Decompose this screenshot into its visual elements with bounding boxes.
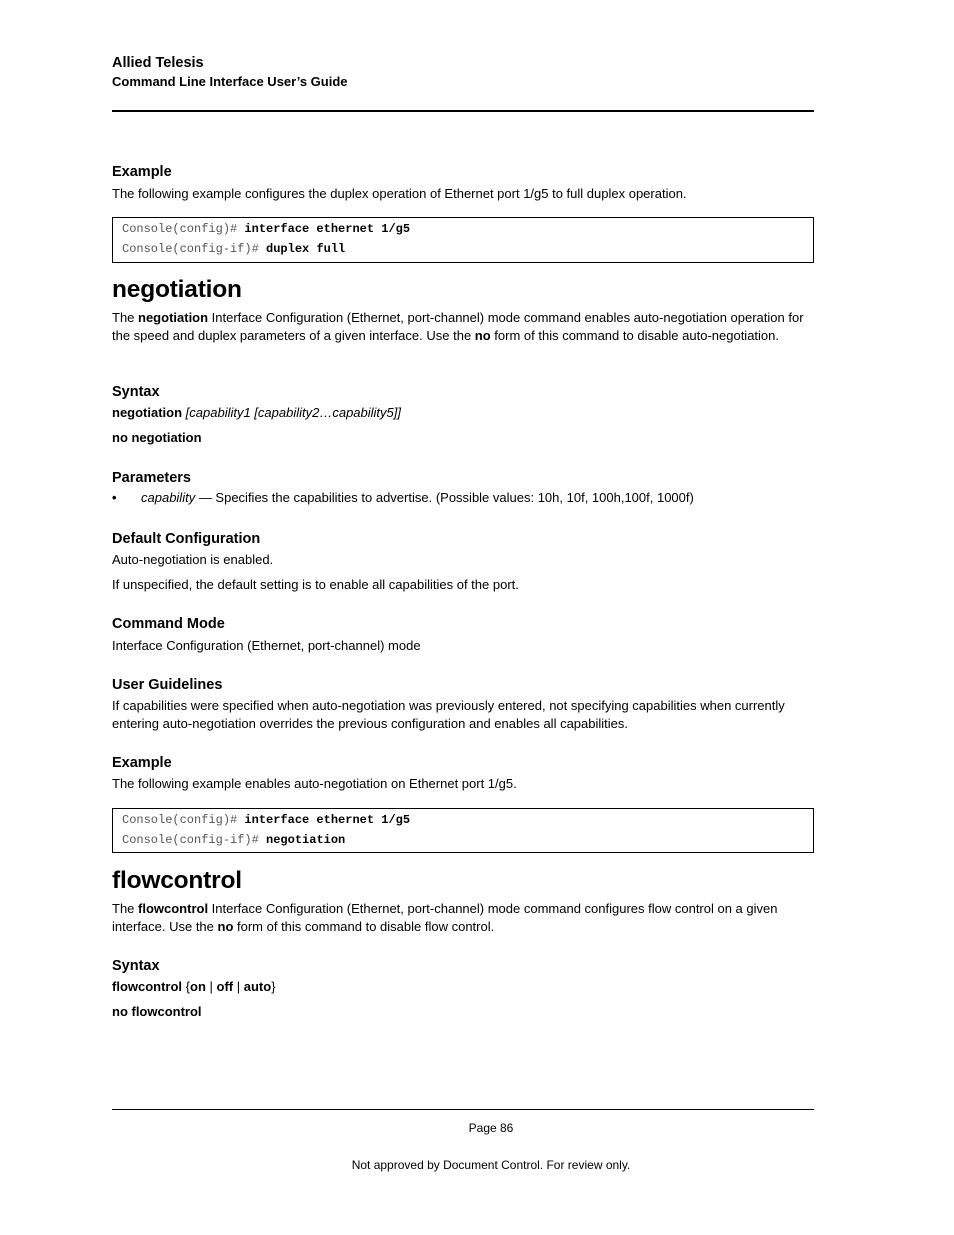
review-note: Not approved by Document Control. For review only. (351, 1158, 631, 1172)
negotiation-example-text: The following example enables auto-negotiation on Ethernet port 1/g5. (112, 776, 517, 791)
flowcontrol-intro (112, 900, 814, 935)
intro-text: Interface Configuration (Ethernet, port-channel) mode command configures flow control on a given interface. Use the (112, 901, 778, 934)
code-command: duplex full (266, 242, 346, 256)
command-mode-heading: Command Mode (112, 616, 225, 632)
syntax-command: negotiation (112, 405, 183, 420)
syntax-option-auto: auto (243, 979, 272, 994)
negotiation-example-code-box (112, 808, 814, 853)
code-command: interface ethernet 1/g5 (244, 222, 411, 236)
code-command: negotiation (266, 833, 346, 847)
intro-command-name: flowcontrol (138, 901, 209, 916)
intro-text: form of this command to disable flow control. (233, 918, 495, 934)
command-mode-text: Interface Configuration (Ethernet, port-channel) mode (112, 638, 421, 653)
code-line (122, 222, 410, 236)
code-prompt: Console(config)# (122, 813, 245, 827)
code-prompt: Console(config)# (122, 222, 245, 236)
header-guide-title: Command Line Interface User’s Guide (112, 74, 348, 89)
user-guidelines-heading: User Guidelines (112, 677, 223, 693)
negotiation-syntax-heading: Syntax (112, 384, 160, 400)
syntax-arguments: [capability1 [capability2…capability5]] (182, 405, 401, 420)
prev-example-code-box (112, 217, 814, 263)
prev-example-text: The following example configures the duplex operation of Ethernet port 1/g5 to full duplex operation. (112, 186, 687, 201)
user-guidelines-text: If capabilities were specified when auto-negotiation was previously entered, not specifying capabilities when currently entering auto-negotiation overrides the previous configuration and enables all capabilities. (112, 698, 785, 731)
footer-divider (112, 1109, 814, 1110)
default-config-heading: Default Configuration (112, 531, 261, 547)
syntax-brace: } (271, 979, 276, 994)
syntax-command: flowcontrol (112, 979, 183, 994)
syntax-brace: { (182, 979, 191, 994)
default-config-line1: Auto-negotiation is enabled. (112, 552, 274, 567)
code-prompt: Console(config-if)# (122, 833, 267, 847)
page-number: Page 86 (468, 1121, 514, 1135)
code-prompt: Console(config-if)# (122, 242, 267, 256)
parameter-description: — Specifies the capabilities to advertise. (Possible values: 10h, 10f, 100h,100f, 1000f) (195, 490, 694, 505)
code-line (122, 833, 345, 847)
header-company: Allied Telesis (112, 55, 204, 71)
intro-command-name: negotiation (138, 310, 209, 325)
negotiation-no-form: no negotiation (112, 430, 202, 445)
flowcontrol-title: flowcontrol (112, 867, 242, 894)
syntax-option-off: off (216, 979, 234, 994)
code-line (122, 813, 410, 827)
negotiation-example-heading: Example (112, 755, 172, 771)
header-divider (112, 110, 814, 112)
flowcontrol-syntax-line (112, 978, 814, 996)
code-command: interface ethernet 1/g5 (244, 813, 411, 827)
intro-text: The (112, 310, 139, 325)
intro-text: Interface Configuration (Ethernet, port-channel) mode command enables auto-negotiation operation for the speed and duplex parameters of a given interface. Use the (112, 310, 804, 343)
parameters-heading: Parameters (112, 470, 191, 486)
bullet-icon: • (112, 490, 117, 505)
intro-text: form of this command to disable auto-negotiation. (490, 327, 779, 343)
default-config-line2: If unspecified, the default setting is to enable all capabilities of the port. (112, 577, 519, 592)
syntax-separator: | (233, 979, 244, 994)
parameter-item (141, 490, 694, 505)
intro-text: The (112, 901, 139, 916)
prev-example-heading: Example (112, 164, 172, 180)
flowcontrol-syntax-heading: Syntax (112, 958, 160, 974)
parameter-name: capability (141, 490, 196, 505)
intro-no-keyword: no (474, 327, 491, 343)
code-line (122, 242, 345, 256)
intro-no-keyword: no (217, 918, 234, 934)
negotiation-intro (112, 309, 814, 344)
negotiation-title: negotiation (112, 276, 242, 303)
syntax-option-on: on (190, 979, 206, 994)
negotiation-syntax-line (112, 404, 814, 422)
flowcontrol-no-form: no flowcontrol (112, 1004, 202, 1019)
syntax-separator: | (205, 979, 217, 994)
